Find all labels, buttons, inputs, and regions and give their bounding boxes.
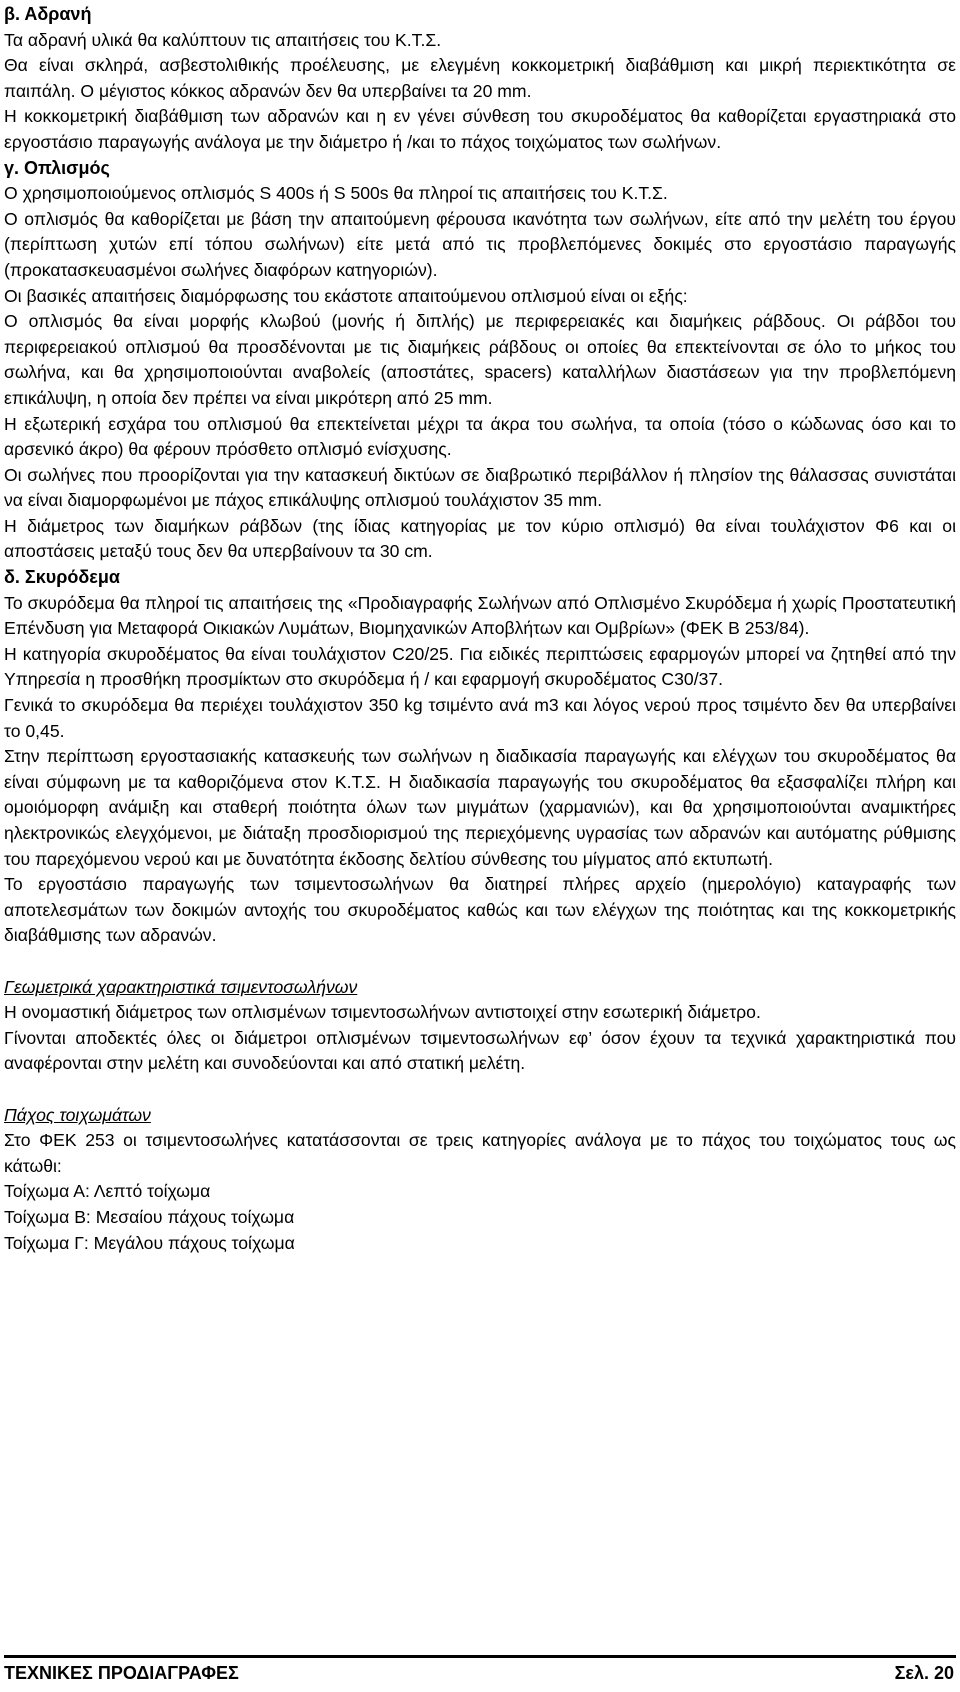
list-item: Τοίχωμα Γ: Μεγάλου πάχους τοίχωμα xyxy=(4,1232,295,1253)
paragraph: Η κατηγορία σκυροδέματος θα είναι τουλάχιστον C20/25. Για ειδικές περιπτώσεις εφαρμογών μπορεί να ζητηθεί από την Υπηρεσία η προσθήκη προσμίκτων στο σκυρόδεμα ή / και εφαρμογή σκυροδέματος C30/37. xyxy=(4,643,956,690)
paragraph: Οι σωλήνες που προορίζονται για την κατασκευή δικτύων σε διαβρωτικό περιβάλλον ή πλησίον της θάλασσας συνιστάται να είναι διαμορφωμένοι με πάχος επικάλυψης οπλισμού τουλάχιστον 35 mm. xyxy=(4,464,956,511)
document-page xyxy=(4,2,956,1256)
paragraph: Το σκυρόδεμα θα πληροί τις απαιτήσεις της «Προδιαγραφής Σωλήνων από Οπλισμένο Σκυρόδεμα ή χωρίς Προστατευτική Επένδυση για Μεταφορά Οικιακών Λυμάτων, Βιομηχανικών Αποβλήτων και Ομβρίων» (ΦΕΚ Β 253/84). xyxy=(4,592,956,639)
paragraph: Θα είναι σκληρά, ασβεστολιθικής προέλευσης, με ελεγμένη κοκκομετρική διαβάθμιση και μικρή περιεκτικότητα σε παιπάλη. Ο μέγιστος κόκκος αδρανών δεν θα υπερβαίνει τα 20 mm. xyxy=(4,55,956,101)
paragraph: Οι βασικές απαιτήσεις διαμόρφωσης του εκάστοτε απαιτούμενου οπλισμού είναι οι εξής: xyxy=(4,285,688,306)
paragraph: Η ονομαστική διάμετρος των οπλισμένων τσιμεντοσωλήνων αντιστοιχεί στην εσωτερική διάμετρο. xyxy=(4,1002,761,1023)
page-number: Σελ. 20 xyxy=(894,1663,954,1683)
paragraph: Η κοκκομετρική διαβάθμιση των αδρανών και η εν γένει σύνθεση του σκυροδέματος θα καθορίζεται εργαστηριακά στο εργοστάσιο παραγωγής ανάλογα με την διάμετρο ή /και το πάχος τοιχώματος των σωλήνων. xyxy=(4,106,956,152)
paragraph: Τα αδρανή υλικά θα καλύπτουν τις απαιτήσεις του Κ.Τ.Σ. xyxy=(4,29,442,50)
paragraph: Ο οπλισμός θα είναι μορφής κλωβού (μονής ή διπλής) με περιφερειακές και διαμήκεις ράβδους. Οι ράβδοι του περιφερειακού οπλισμού θα προσδένονται με τις διαμήκεις ράβδους οι οποίες θα επεκτείνονται σε όλο το μήκος του σωλήνα, και θα χρησιμοποιούνται αναβολείς (αποστάτες, spacers) καταλλήλων διαστάσεων για την προβλεπόμενη επικάλυψη, η οποία δεν πρέπει να είναι μικρότερη από 25 mm. xyxy=(4,311,956,408)
section-title-aggregates: β. Αδρανή xyxy=(4,4,92,24)
paragraph: Ο χρησιμοποιούμενος οπλισμός S 400s ή S 500s θα πληροί τις απαιτήσεις του Κ.Τ.Σ. xyxy=(4,183,668,204)
spacer xyxy=(4,949,956,975)
paragraph: Η εξωτερική εσχάρα του οπλισμού θα επεκτείνεται μέχρι τα άκρα του σωλήνα, τα οποία (τόσο ο κώδωνας όσο και το αρσενικό άκρο) θα φέρουν πρόσθετο οπλισμό ενίσχυσης. xyxy=(4,413,956,460)
paragraph: Το εργοστάσιο παραγωγής των τσιμεντοσωλήνων θα διατηρεί πλήρες αρχείο (ημερολόγιο) καταγραφής των αποτελεσμάτων των δοκιμών αντοχής του σκυροδέματος καθώς και των ελέγχων της ποιότητας και της κοκκομετρικής διαβάθμισης των αδρανών. xyxy=(4,874,956,946)
subsection-title-wall-thickness: Πάχος τοιχωμάτων xyxy=(4,1104,151,1125)
paragraph: Στο ΦΕΚ 253 οι τσιμεντοσωλήνες κατατάσσονται σε τρεις κατηγορίες ανάλογα με το πάχος του τοιχώματος τους ως κάτωθι: xyxy=(4,1130,956,1176)
list-item: Τοίχωμα Β: Μεσαίου πάχους τοίχωμα xyxy=(4,1206,295,1227)
paragraph: Ο οπλισμός θα καθορίζεται με βάση την απαιτούμενη φέρουσα ικανότητα των σωλήνων, είτε από την μελέτη του έργου (περίπτωση χυτών επί τόπου σωλήνων) είτε μετά από τις προβλεπόμενες δοκιμές στο εργοστάσιο παραγωγής (προκατασκευασμένοι σωλήνες διαφόρων κατηγοριών). xyxy=(4,208,956,280)
section-title-concrete: δ. Σκυρόδεμα xyxy=(4,567,120,588)
list-item: Τοίχωμα Α: Λεπτό τοίχωμα xyxy=(4,1181,211,1202)
paragraph: Γενικά το σκυρόδεμα θα περιέχει τουλάχιστον 350 kg τσιμέντο ανά m3 και λόγος νερού προς τσιμέντο δεν θα υπερβαίνει το 0,45. xyxy=(4,695,956,741)
footer-title: ΤΕΧΝΙΚΕΣ ΠΡΟΔΙΑΓΡΑΦΕΣ xyxy=(4,1663,239,1683)
paragraph: Γίνονται αποδεκτές όλες οι διάμετροι οπλισμένων τσιμεντοσωλήνων εφ’ όσον έχουν τα τεχνικά χαρακτηριστικά που αναφέρονται στην μελέτη και συνοδεύονται και από στατική μελέτη. xyxy=(4,1027,956,1074)
paragraph: Στην περίπτωση εργοστασιακής κατασκευής των σωλήνων η διαδικασία παραγωγής και ελέγχων του σκυροδέματος θα είναι σύμφωνη με τα καθοριζόμενα στον Κ.Τ.Σ. Η διαδικασία παραγωγής του σκυροδέματος θα εξασφαλίζει πλήρη και ομοιόμορφη ανάμιξη και σταθερή ποιότητα όλων των μιγμάτων (χαρμανιών), και θα χρησιμοποιούνται αναμικτήρες ηλεκτρονικώς ελεγχόμενοι, με διάταξη προσδιορισμού της περιεχόμενης υγρασίας των αδρανών και αυτόματης ρύθμισης του παρεχόμενου νερού και με δυνατότητα έκδοσης δελτίου σύνθεσης του μίγματος από εκτυπωτή. xyxy=(4,746,956,869)
paragraph: Η διάμετρος των διαμήκων ράβδων (της ίδιας κατηγορίας με τον κύριο οπλισμό) θα είναι τουλάχιστον Φ6 και οι αποστάσεις μεταξύ τους δεν θα υπερβαίνουν τα 30 cm. xyxy=(4,515,956,562)
spacer xyxy=(4,1077,956,1103)
section-title-reinforcement: γ. Οπλισμός xyxy=(4,157,110,178)
page-footer xyxy=(4,1655,956,1685)
subsection-title-geometric: Γεωμετρικά χαρακτηριστικά τσιμεντοσωλήνων xyxy=(4,976,358,997)
